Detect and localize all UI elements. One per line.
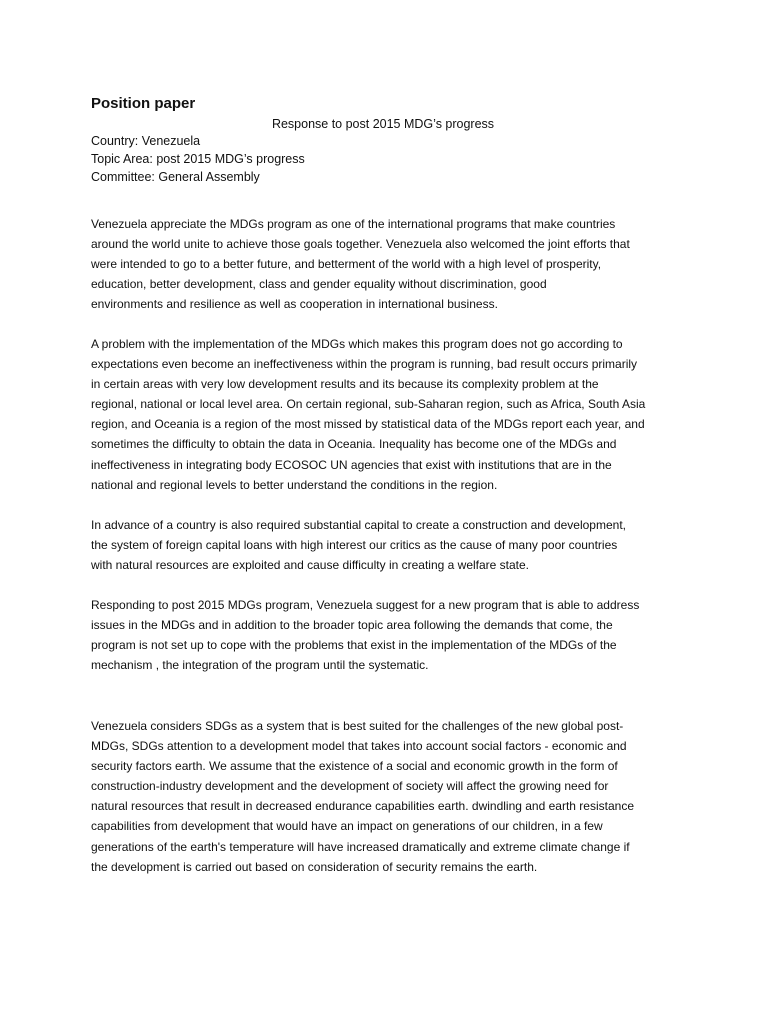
text-line: region, and Oceania is a region of the most missed by statistical data of the MDGs report each year, and [91, 417, 645, 432]
document-subtitle: Response to post 2015 MDG’s progress [271, 117, 495, 131]
text-line: security factors earth. We assume that the existence of a social and economic growth in the form of [91, 759, 618, 774]
text-line: around the world unite to achieve those goals together. Venezuela also welcomed the joint efforts that [91, 237, 630, 252]
text-line: education, better development, class and gender equality without discrimination, good [91, 277, 547, 292]
text-line: Venezuela appreciate the MDGs program as one of the international programs that make countries [91, 217, 616, 231]
text-line: program is not set up to cope with the problems that exist in the implementation of the MDGs of the [91, 638, 617, 653]
paragraph-2 [91, 334, 675, 495]
text-line: A problem with the implementation of the MDGs which makes this program does not go according to [91, 337, 623, 351]
meta-committee: Committee: General Assembly [91, 170, 260, 184]
text-line: In advance of a country is also required substantial capital to create a construction and development, [91, 518, 626, 532]
document-meta [91, 132, 305, 186]
text-line: were intended to go to a better future, and betterment of the world with a high level of prosperity, [91, 257, 602, 272]
meta-topic-area: Topic Area: post 2015 MDG’s progress [91, 152, 305, 166]
text-line: the system of foreign capital loans with high interest our critics as the cause of many poor countries [91, 538, 618, 553]
meta-country: Country: Venezuela [91, 134, 201, 148]
text-line: mechanism , the integration of the program until the systematic. [91, 658, 429, 673]
text-line: capabilities from development that would have an impact on generations of our children, in a few [91, 819, 603, 834]
text-line: Responding to post 2015 MDGs program, Venezuela suggest for a new program that is able to address [91, 598, 640, 612]
text-line: construction-industry development and the development of society will affect the growing need for [91, 779, 609, 794]
text-line: natural resources that result in decreased endurance capabilities earth. dwindling and earth resistance [91, 799, 634, 814]
text-line: expectations even become an ineffectiveness within the program is running, bad result occurs primarily [91, 357, 638, 372]
text-line: environments and resilience as well as cooperation in international business. [91, 297, 498, 312]
document-heading: Position paper [91, 95, 196, 112]
text-line: ineffectiveness in integrating body ECOSOC UN agencies that exist with institutions that are in the [91, 457, 612, 472]
paragraph-4 [91, 595, 675, 675]
text-line: MDGs, SDGs attention to a development model that takes into account social factors - economic and [91, 739, 627, 754]
text-line: issues in the MDGs and in addition to the broader topic area following the demands that come, the [91, 618, 613, 633]
text-line: with natural resources are exploited and cause difficulty in creating a welfare state. [91, 558, 530, 573]
text-line: national and regional levels to better understand the conditions in the region. [91, 477, 498, 492]
text-line: regional, national or local level area. On certain regional, sub-Saharan region, such as Africa, South Asia [91, 397, 646, 412]
text-line: sometimes the difficulty to obtain the data in Oceania. Inequality has become one of the MDGs and [91, 437, 617, 452]
text-line: generations of the earth's temperature will have increased dramatically and extreme climate change if [91, 839, 630, 854]
paragraph-1 [91, 214, 675, 314]
paragraph-5 [91, 716, 675, 877]
paragraph-3 [91, 515, 675, 575]
text-line: the development is carried out based on consideration of security remains the earth. [91, 859, 538, 874]
text-line: Venezuela considers SDGs as a system that is best suited for the challenges of the new global post- [91, 719, 624, 733]
text-line: in certain areas with very low development results and its because its complexity problem at the [91, 377, 599, 392]
